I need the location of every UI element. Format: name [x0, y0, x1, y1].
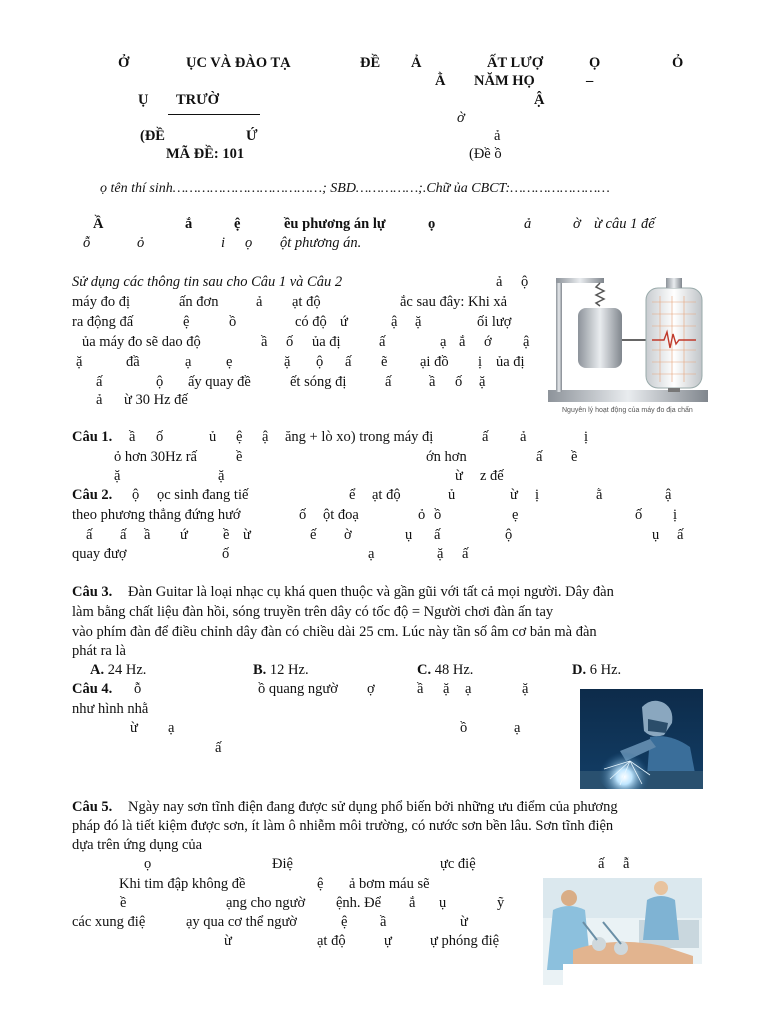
exam-title-fragment: Ằ: [435, 73, 446, 89]
context-fragment: ạt độ: [292, 294, 321, 310]
context-fragment: ả: [496, 274, 503, 290]
official-fragment: Ứ: [246, 128, 258, 144]
part-fragment: ọ: [428, 216, 436, 232]
context-fragment: máy đo đị: [72, 294, 130, 310]
question-fragment: ạ: [168, 720, 175, 736]
seismograph-figure: [548, 272, 708, 422]
question-text-line: phát ra là: [72, 643, 126, 659]
exam-title-fragment: ĐỀ: [360, 55, 381, 71]
dept-fragment: Ở: [118, 55, 130, 71]
context-fragment: ả: [256, 294, 263, 310]
question-fragment: ệ: [341, 914, 348, 930]
context-fragment: ắ: [459, 334, 466, 350]
context-fragment: ầ: [261, 334, 268, 350]
question-fragment: ộ: [505, 527, 513, 543]
part-fragment: ọ: [245, 235, 253, 251]
context-fragment: ố: [455, 374, 463, 390]
question-fragment: ự: [384, 933, 392, 949]
part-fragment: ều phương án lự: [284, 216, 386, 232]
question-fragment: ấ: [215, 740, 222, 756]
question-fragment: ụ: [652, 527, 660, 543]
context-fragment: ặ: [415, 314, 422, 330]
exam-title-fragment: ẤT LƯỢ: [487, 55, 543, 71]
question-text-line: làm bằng chất liệu đàn hồi, sóng truyền trên dây có tốc độ = Người chơi đàn ấn tay: [72, 604, 554, 620]
school-fragment: Ụ: [138, 92, 149, 108]
question-fragment: ạ: [514, 720, 521, 736]
question-fragment: các xung điệ: [72, 914, 146, 930]
context-fragment: ầ: [429, 374, 436, 390]
context-fragment: ại đồ: [420, 354, 449, 370]
context-fragment: ậ: [391, 314, 398, 330]
question-fragment: ấ: [434, 527, 441, 543]
question-fragment: ầ: [417, 681, 424, 697]
question-fragment: ọc sinh đang tiế: [157, 487, 249, 503]
question-label: Câu 5.: [72, 799, 113, 815]
question-fragment: ế: [310, 527, 317, 543]
question-fragment: ặ: [522, 681, 529, 697]
question-fragment: ề: [236, 449, 243, 465]
context-fragment: ạ: [185, 354, 192, 370]
part-fragment: ả: [524, 216, 532, 232]
official-fragment: (ĐỀ: [140, 128, 165, 144]
defibrillation-photo: [543, 878, 702, 985]
question-label: Câu 4.: [72, 681, 113, 697]
question-fragment: ạ: [465, 681, 472, 697]
question-fragment: ấ: [120, 527, 127, 543]
question-fragment: ỹ: [497, 895, 505, 911]
question-fragment: theo phương thẳng đứng hướ: [72, 507, 241, 523]
question-text-line: pháp đó là tiết kiệm được sơn, ít làm ô nhiễm môi trường, có nước sơn bền lâu. Sơn tĩnh điện: [72, 818, 614, 834]
welding-photo: [580, 689, 703, 789]
exam-title-fragment: –: [586, 73, 594, 89]
part-fragment: ừ câu 1 đế: [594, 216, 655, 232]
question-fragment: ấ: [482, 429, 489, 445]
time-fragment: ờ: [457, 110, 465, 126]
question-label: Câu 3.: [72, 584, 113, 600]
question-fragment: ự phóng điệ: [430, 933, 500, 949]
part-fragment: ệ: [234, 216, 241, 232]
question-fragment: ẫ: [623, 856, 630, 872]
dept-fragment: ỤC VÀ ĐÀO TẠ: [186, 55, 291, 71]
context-fragment: ết sóng đị: [290, 374, 347, 390]
question-fragment: ậ: [665, 487, 672, 503]
question-fragment: ột đoạ: [323, 507, 359, 523]
question-text-line: dựa trên ứng dụng của: [72, 837, 203, 853]
question-fragment: Điệ: [272, 856, 293, 872]
question-fragment: z đế: [480, 468, 504, 484]
question-fragment: ặ: [437, 546, 444, 562]
exam-title-fragment: NĂM HỌ: [474, 73, 535, 89]
school-underline: [168, 114, 260, 115]
question-label: Câu 2.: [72, 487, 113, 503]
question-fragment: ừ: [460, 914, 468, 930]
candidate-info-line: ọ tên thí sinh………………………………; SBD……………;.Chữ ủa CBCT:……………………: [100, 181, 610, 196]
context-fragment: ấn đơn: [179, 294, 219, 310]
question-fragment: ụ: [405, 527, 413, 543]
part-fragment: ỏ: [137, 235, 145, 251]
part-fragment: ờ: [573, 216, 581, 232]
exam-title-fragment: Ọ: [589, 55, 601, 71]
context-fragment: ộ: [521, 274, 529, 290]
question-fragment: ừ: [130, 720, 138, 736]
question-fragment: ặ: [443, 681, 450, 697]
context-fragment: ệ: [183, 314, 190, 330]
option-d[interactable]: D. 6 Hz.: [572, 662, 622, 678]
seismograph-caption: Nguyên lý hoạt động của máy đo địa chấn: [562, 407, 693, 414]
question-fragment: ề: [223, 527, 230, 543]
question-fragment: Khi tim đập không đề: [119, 876, 246, 892]
question-fragment: ấ: [677, 527, 684, 543]
question-fragment: ậ: [262, 429, 269, 445]
question-fragment: ầ: [380, 914, 387, 930]
question-fragment: ấ: [536, 449, 543, 465]
question-fragment: ị: [535, 487, 540, 503]
option-b[interactable]: B. 12 Hz.: [253, 662, 309, 678]
context-fragment: ắc sau đây: Khi xả: [400, 294, 508, 310]
question-fragment: ủ: [209, 429, 217, 445]
question-fragment: ệnh. Để: [336, 895, 382, 911]
context-fragment: ặ: [479, 374, 486, 390]
question-fragment: ạt độ: [317, 933, 346, 949]
question-fragment: ạng cho ngườ: [226, 895, 306, 911]
question-fragment: ỏ: [418, 507, 426, 523]
context-fragment: có độ: [295, 314, 327, 330]
context-fragment: ồ: [229, 314, 237, 330]
question-fragment: ớn hơn: [426, 449, 467, 465]
context-fragment: ấy quay đề: [188, 374, 251, 390]
part-fragment: i: [221, 235, 226, 251]
part-fragment: ột phương án.: [280, 235, 362, 251]
question-fragment: ạ: [368, 546, 375, 562]
context-fragment: ị: [478, 354, 483, 370]
part-fragment: Ầ: [93, 216, 104, 232]
defibrillation-image: [543, 878, 702, 985]
question-fragment: ủ: [448, 487, 456, 503]
context-fragment: ậ: [523, 334, 530, 350]
page-fragment: ả: [494, 128, 501, 144]
question-fragment: ạt độ: [372, 487, 401, 503]
question-fragment: ầ: [129, 429, 136, 445]
question-fragment: ăng + lò xo) trong máy đị: [285, 429, 434, 445]
exam-title-fragment: Ỏ: [672, 55, 684, 71]
context-fragment: ấ: [379, 334, 386, 350]
subject-fragment: Ậ: [534, 92, 545, 108]
welding-image: [580, 689, 703, 789]
question-fragment: ực điệ: [440, 856, 476, 872]
context-fragment: ả: [96, 392, 103, 408]
question-fragment: ồ quang ngườ: [258, 681, 338, 697]
question-fragment: ố: [635, 507, 643, 523]
context-fragment: ớ: [484, 334, 492, 350]
question-fragment: ặ: [114, 468, 121, 484]
context-fragment: ẹ: [226, 354, 233, 370]
question-fragment: ị: [673, 507, 678, 523]
question-fragment: ẹ: [512, 507, 519, 523]
question-fragment: ố: [222, 546, 230, 562]
context-fragment: ộ: [156, 374, 164, 390]
question-fragment: ị: [584, 429, 589, 445]
exam-code: MÃ ĐỀ: 101: [166, 146, 245, 162]
exam-title-fragment: Ả: [411, 55, 422, 71]
question-fragment: như hình nhằ: [72, 701, 149, 717]
question-fragment: ọ: [144, 856, 152, 872]
school-fragment: TRƯỜ: [176, 92, 219, 108]
context-fragment: ứ: [340, 314, 348, 330]
context-fragment: ặ: [76, 354, 83, 370]
context-fragment: ấ: [385, 374, 392, 390]
context-fragment: ố: [286, 334, 294, 350]
question-fragment: ừ: [455, 468, 463, 484]
context-fragment: ủa đị: [496, 354, 525, 370]
page-count: (Đề ồ: [469, 146, 502, 162]
context-fragment: ẽ: [381, 354, 388, 370]
question-fragment: ừ: [243, 527, 251, 543]
question-fragment: ấ: [462, 546, 469, 562]
context-fragment: ặ: [284, 354, 291, 370]
question-fragment: ứ: [180, 527, 188, 543]
question-fragment: ấ: [86, 527, 93, 543]
context-fragment: ủa máy đo sẽ dao độ: [82, 334, 201, 350]
option-a[interactable]: A. 24 Hz.: [90, 662, 147, 678]
question-fragment: ộ: [132, 487, 140, 503]
question-fragment: ạy qua cơ thể ngườ: [186, 914, 297, 930]
question-fragment: ấ: [598, 856, 605, 872]
question-fragment: ợ: [367, 681, 375, 697]
context-fragment: đầ: [126, 354, 140, 370]
context-fragment: ối lượ: [477, 314, 512, 330]
question-fragment: ồ: [460, 720, 468, 736]
question-fragment: ỗ: [134, 681, 142, 697]
seismograph-image: [548, 272, 708, 407]
question-fragment: ả bơm máu sẽ: [349, 876, 430, 892]
context-fragment: ạ: [440, 334, 447, 350]
option-c[interactable]: C. 48 Hz.: [417, 662, 474, 678]
question-fragment: ệ: [236, 429, 243, 445]
part-fragment: ắ: [185, 216, 193, 232]
question-fragment: ể: [349, 487, 356, 503]
question-text-line: Ngày nay sơn tĩnh điện đang được sử dụng phổ biến bởi những ưu điểm của phương: [128, 799, 618, 815]
context-fragment: ấ: [345, 354, 352, 370]
question-fragment: ề: [571, 449, 578, 465]
context-intro: Sử dụng các thông tin sau cho Câu 1 và Câu 2: [72, 274, 343, 290]
question-fragment: ỏ hơn 30Hz rấ: [114, 449, 197, 465]
question-fragment: ờ: [344, 527, 352, 543]
question-fragment: ắ: [409, 895, 416, 911]
context-fragment: ừ 30 Hz đế: [124, 392, 188, 408]
question-fragment: ừ: [224, 933, 232, 949]
question-fragment: ặ: [218, 468, 225, 484]
question-text-line: vào phím đàn để điều chỉnh dây đàn có chiều dài 25 cm. Lúc này tần số âm cơ bản mà đàn: [72, 624, 597, 640]
question-fragment: ả: [520, 429, 527, 445]
question-fragment: ụ: [439, 895, 447, 911]
part-fragment: ỗ: [83, 235, 91, 251]
question-fragment: ố: [299, 507, 307, 523]
question-fragment: ồ: [434, 507, 442, 523]
question-fragment: ệ: [317, 876, 324, 892]
question-fragment: ố: [156, 429, 164, 445]
question-label: Câu 1.: [72, 429, 113, 445]
question-fragment: ằ: [596, 487, 603, 503]
question-fragment: quay đượ: [72, 546, 127, 562]
question-fragment: ầ: [144, 527, 151, 543]
question-text-line: Đàn Guitar là loại nhạc cụ khá quen thuộc và gần gũi với tất cả mọi người. Dây đàn: [128, 584, 614, 600]
context-fragment: ấ: [96, 374, 103, 390]
context-fragment: ủa đị: [312, 334, 341, 350]
question-fragment: ừ: [510, 487, 518, 503]
context-fragment: ra động đấ: [72, 314, 134, 330]
context-fragment: ộ: [316, 354, 324, 370]
question-fragment: ề: [120, 895, 127, 911]
